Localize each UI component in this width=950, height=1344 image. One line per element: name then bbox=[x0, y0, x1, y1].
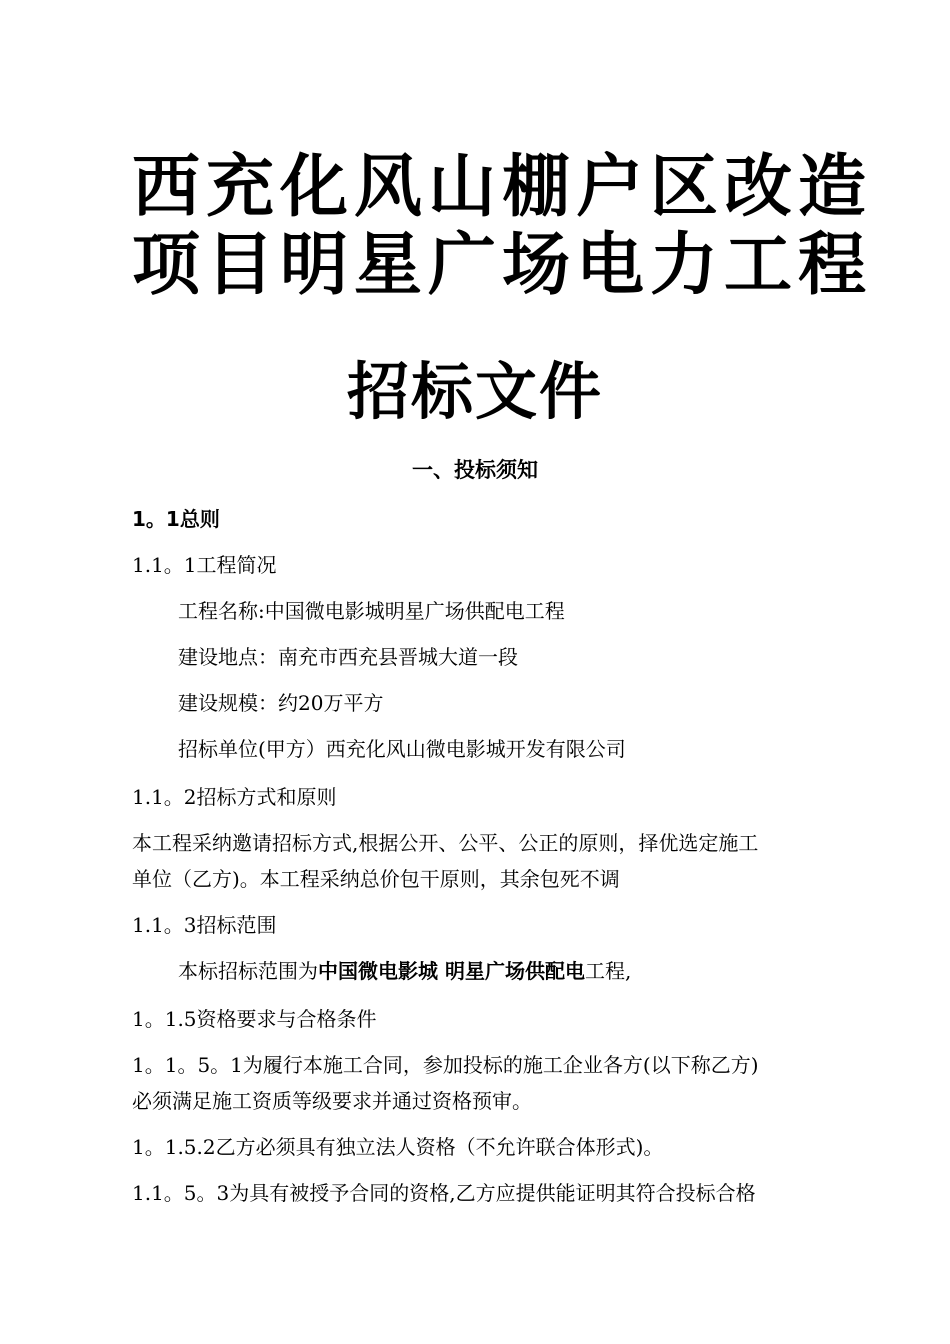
section-heading: 一、投标须知 bbox=[412, 458, 538, 482]
qualification-item-1-line-2: 必须满足施工资质等级要求并通过资格预审。 bbox=[132, 1089, 532, 1113]
scope-prefix: 本标招标范围为 bbox=[178, 959, 318, 983]
method-text-line-1: 本工程采纳邀请招标方式,根据公开、公平、公正的原则，择优选定施工 bbox=[132, 831, 759, 855]
scope-heading: 1.1。3招标范围 bbox=[132, 913, 277, 937]
tenderer: 招标单位(甲方）西充化风山微电影城开发有限公司 bbox=[178, 737, 626, 761]
title-line-1: 西充化风山棚户区改造 bbox=[132, 148, 873, 227]
scope-suffix: 工程, bbox=[584, 959, 632, 983]
qualification-item-3: 1.1。5。3为具有被授予合同的资格,乙方应提供能证明其符合投标合格 bbox=[132, 1181, 756, 1205]
general-heading: 1。1总则 bbox=[132, 507, 220, 531]
document-type-title: 招标文件 bbox=[346, 355, 603, 428]
method-heading: 1.1。2招标方式和原则 bbox=[132, 785, 337, 809]
scope-text bbox=[178, 954, 890, 988]
qualification-item-1-line-1: 1。1。5。1为履行本施工合同，参加投标的施工企业各方(以下称乙方) bbox=[132, 1053, 759, 1077]
project-scale: 建设规模：约20万平方 bbox=[178, 691, 384, 715]
project-location: 建设地点：南充市西充县晋城大道一段 bbox=[178, 645, 518, 669]
method-text-line-2: 单位（乙方)。本工程采纳总价包干原则，其余包死不调 bbox=[132, 867, 620, 891]
qualification-heading: 1。1.5资格要求与合格条件 bbox=[132, 1007, 377, 1031]
scope-bold-text: 中国微电影城 明星广场供配电 bbox=[318, 959, 585, 983]
qualification-item-2: 1。1.5.2乙方必须具有独立法人资格（不允许联合体形式)。 bbox=[132, 1135, 664, 1159]
overview-heading: 1.1。1工程简况 bbox=[132, 553, 277, 577]
title-line-2: 项目明星广场电力工程 bbox=[132, 226, 873, 305]
project-name: 工程名称:中国微电影城明星广场供配电工程 bbox=[178, 599, 565, 623]
